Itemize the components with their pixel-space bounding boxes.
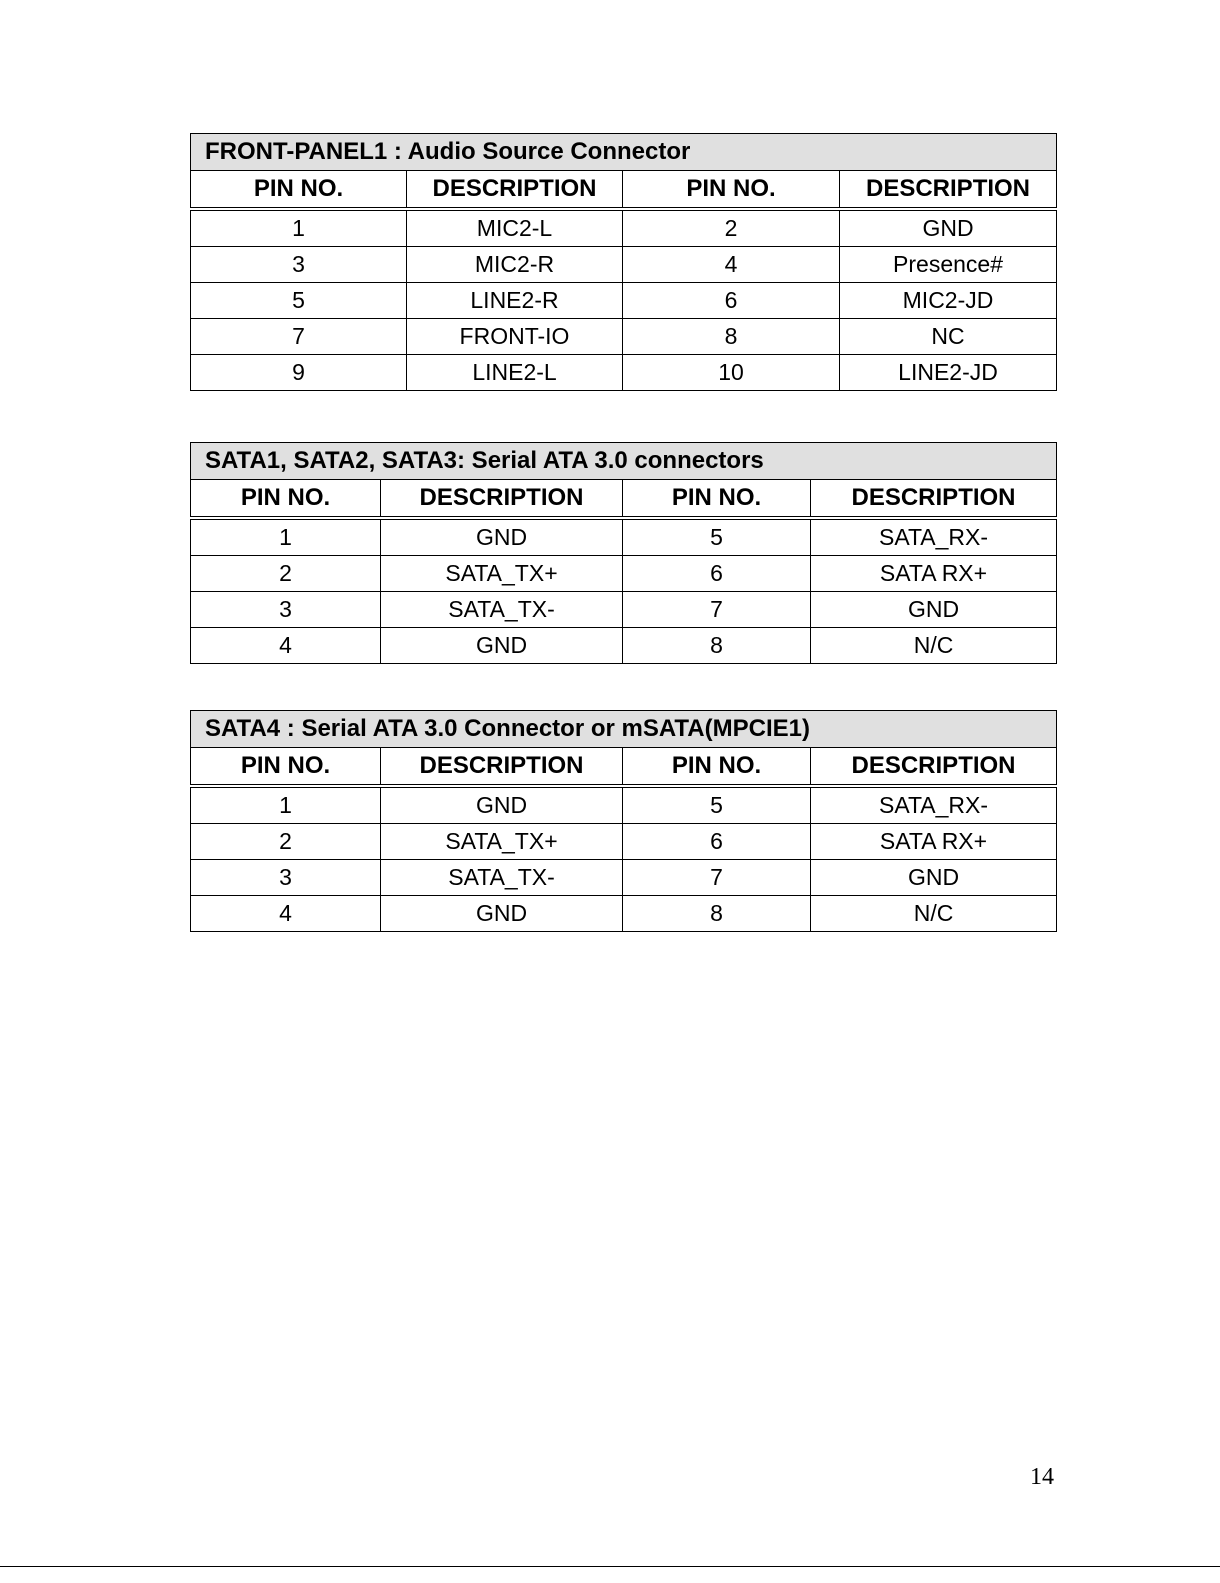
column-header-pin-no: PIN NO.: [623, 171, 840, 210]
description-cell: SATA RX+: [811, 556, 1057, 592]
description-cell: MIC2-R: [407, 247, 623, 283]
table-row: [191, 319, 1057, 355]
description-cell: FRONT-IO: [407, 319, 623, 355]
description-cell: NC: [840, 319, 1057, 355]
column-header-pin-no: PIN NO.: [623, 748, 811, 787]
sata123-pin-table: [190, 442, 1057, 664]
description-cell: GND: [811, 860, 1057, 896]
pin-number-cell: 7: [191, 319, 407, 355]
column-header-pin-no: PIN NO.: [191, 748, 381, 787]
table-row: [191, 355, 1057, 391]
column-header-description: DESCRIPTION: [381, 480, 623, 519]
table-title: FRONT-PANEL1 : Audio Source Connector: [191, 134, 1057, 171]
table-row: [191, 592, 1057, 628]
pin-number-cell: 2: [191, 824, 381, 860]
pin-number-cell: 5: [191, 283, 407, 319]
description-cell: MIC2-L: [407, 209, 623, 247]
front-panel-pin-table: [190, 133, 1057, 391]
pin-number-cell: 1: [191, 209, 407, 247]
pin-number-cell: 3: [191, 860, 381, 896]
pin-number-cell: 3: [191, 592, 381, 628]
description-cell: SATA_TX-: [381, 592, 623, 628]
pin-number-cell: 8: [623, 628, 811, 664]
description-cell: MIC2-JD: [840, 283, 1057, 319]
table-row: [191, 283, 1057, 319]
pin-number-cell: 7: [623, 592, 811, 628]
table-row: [191, 786, 1057, 824]
column-header-description: DESCRIPTION: [840, 171, 1057, 210]
description-cell: LINE2-R: [407, 283, 623, 319]
description-cell: N/C: [811, 628, 1057, 664]
description-cell: GND: [840, 209, 1057, 247]
table-row: [191, 518, 1057, 556]
pin-number-cell: 1: [191, 786, 381, 824]
description-cell: N/C: [811, 896, 1057, 932]
pin-number-cell: 8: [623, 319, 840, 355]
table-row: [191, 824, 1057, 860]
column-header-pin-no: PIN NO.: [191, 480, 381, 519]
pin-number-cell: 1: [191, 518, 381, 556]
column-header-pin-no: PIN NO.: [623, 480, 811, 519]
table-row: [191, 247, 1057, 283]
description-cell: GND: [381, 786, 623, 824]
description-cell: GND: [381, 518, 623, 556]
pin-number-cell: 3: [191, 247, 407, 283]
pin-number-cell: 5: [623, 786, 811, 824]
table-title: SATA4 : Serial ATA 3.0 Connector or mSATA(MPCIE1): [191, 711, 1057, 748]
pin-number-cell: 6: [623, 824, 811, 860]
table-row: [191, 896, 1057, 932]
pin-number-cell: 4: [191, 896, 381, 932]
description-cell: SATA RX+: [811, 824, 1057, 860]
pin-number-cell: 4: [623, 247, 840, 283]
description-cell: SATA_RX-: [811, 786, 1057, 824]
column-header-description: DESCRIPTION: [381, 748, 623, 787]
pin-number-cell: 7: [623, 860, 811, 896]
description-cell: GND: [381, 628, 623, 664]
pin-number-cell: 2: [191, 556, 381, 592]
description-cell: GND: [811, 592, 1057, 628]
column-header-description: DESCRIPTION: [811, 480, 1057, 519]
table-title: SATA1, SATA2, SATA3: Serial ATA 3.0 connectors: [191, 443, 1057, 480]
pin-number-cell: 5: [623, 518, 811, 556]
description-cell: SATA_TX-: [381, 860, 623, 896]
description-cell: SATA_RX-: [811, 518, 1057, 556]
description-cell: LINE2-L: [407, 355, 623, 391]
table-row: [191, 860, 1057, 896]
pin-number-cell: 2: [623, 209, 840, 247]
pin-number-cell: 8: [623, 896, 811, 932]
bottom-divider: [0, 1566, 1220, 1567]
pin-number-cell: 6: [623, 283, 840, 319]
description-cell: Presence#: [840, 247, 1057, 283]
column-header-description: DESCRIPTION: [407, 171, 623, 210]
description-cell: SATA_TX+: [381, 824, 623, 860]
description-cell: LINE2-JD: [840, 355, 1057, 391]
sata4-pin-table: [190, 710, 1057, 932]
pin-number-cell: 9: [191, 355, 407, 391]
table-row: [191, 556, 1057, 592]
pin-number-cell: 6: [623, 556, 811, 592]
description-cell: GND: [381, 896, 623, 932]
column-header-description: DESCRIPTION: [811, 748, 1057, 787]
pin-number-cell: 10: [623, 355, 840, 391]
column-header-pin-no: PIN NO.: [191, 171, 407, 210]
page-number: 14: [1030, 1464, 1054, 1490]
table-row: [191, 628, 1057, 664]
description-cell: SATA_TX+: [381, 556, 623, 592]
table-row: [191, 209, 1057, 247]
pin-number-cell: 4: [191, 628, 381, 664]
